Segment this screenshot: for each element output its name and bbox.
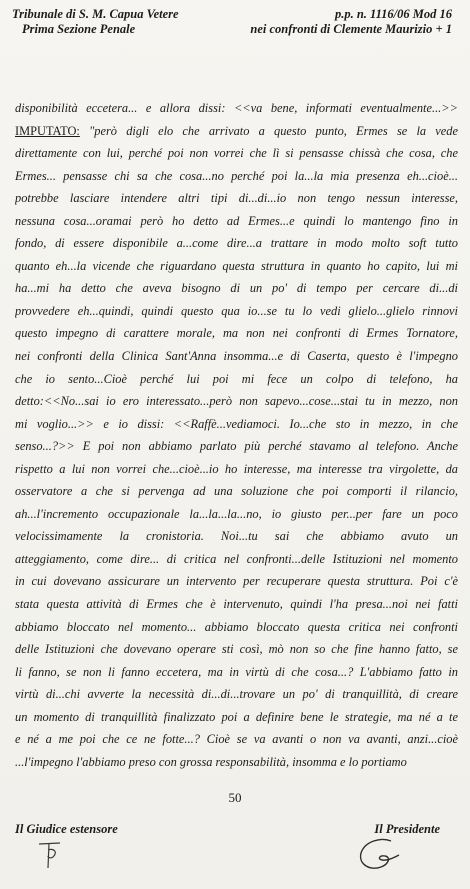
transcript-body xyxy=(15,97,458,773)
transcript-line: ...l'impegno l'abbiamo preso con grossa responsabilità, insomma e lo portiamo xyxy=(15,754,407,769)
court-header xyxy=(12,7,179,37)
transcript-line: detto:<<No...sai io ero interessato...però non sapevo...cose...stai tu in mezzo, non xyxy=(15,394,458,409)
transcript-line: quanto eh...la vicende che riguardano questa struttura in quanto ho capito, lui mi xyxy=(15,258,458,273)
transcript-line: nei confronti della Clinica Sant'Anna insomma...e di Caserta, questo è l'impegno xyxy=(15,349,458,364)
speaker-text: "però digli elo che arrivato a questo punto, Ermes se la vede xyxy=(89,123,458,138)
case-reference-header xyxy=(250,7,452,37)
transcript-line: e né a me poi che ce ne fotte...? Cioè se va avanti o non va avanti, anzi...cioè xyxy=(15,732,458,747)
transcript-line: ha...mi ha detto che aveva bisogno di un po' di tempo per cercare di...di xyxy=(15,281,458,296)
president-signature-mark xyxy=(355,835,403,875)
transcript-line: abbiamo bloccato nel momento... abbiamo bloccato questa critica nei confronti xyxy=(15,619,458,634)
transcript-line: un momento di tranquillità finalizzato poi a definire bene le strategie, ma né a te xyxy=(15,709,458,724)
transcript-lines xyxy=(15,142,458,773)
page-number: 50 xyxy=(228,790,242,805)
transcript-line: stata questa attività di Ermes che è intervenuto, quindi l'ha presa...noi nei fatti xyxy=(15,597,458,612)
transcript-line: che io sento...Cioè perché lui poi mi fece un colpo di telefono, ha xyxy=(15,371,458,386)
transcript-line: delle Istituzioni che dovevano operare sti così, mò non so che fine hanno fatto, se xyxy=(15,642,458,657)
transcript-line: in cui dovevano assicurare un intervento per recuperare questa struttura. Poi c'è xyxy=(15,574,458,589)
transcript-line: nessuna cosa...oramai però ho detto ad Ermes...e quindi lo mantengo fino in xyxy=(15,213,458,228)
speaker-label: IMPUTATO: xyxy=(15,123,80,138)
judge-signature-mark xyxy=(36,838,66,872)
transcript-line: Ermes... pensasse chi sa che cosa...no perché poi la...la mia presenza eh...cioè... xyxy=(15,168,458,183)
transcript-line xyxy=(15,120,458,143)
court-section: Prima Sezione Penale xyxy=(22,22,136,36)
transcript-line: provvedere eh...quindi, quindi questo qua io...se tu lo vedi glielo...glielo rinnovi xyxy=(15,303,458,318)
transcript-line: direttamente con lui, perché poi non vorrei che lì si pensasse chissà che cosa, che xyxy=(15,146,458,161)
case-parties: nei confronti di Clemente Maurizio + 1 xyxy=(250,22,452,36)
transcript-line: atteggiamento, come dire... di critica nel confronti...delle Istituzioni nel momento xyxy=(15,551,458,566)
transcript-line: senso...?>> E poi non abbiamo parlato più perché stavamo al telefono. Anche xyxy=(15,439,458,454)
transcript-line: rispetto a lui non vorrei che...cioè...io ho interesse, ma interesse tra virgolette, da xyxy=(15,461,458,476)
case-number: p.p. n. 1116/06 Mod 16 xyxy=(334,7,452,21)
transcript-line: mi voglio...>> e io dissi: <<Raffè...vediamoci. Io...che sto in mezzo, in che xyxy=(15,416,458,431)
judge-signature-label: Il Giudice estensore xyxy=(15,822,118,836)
transcript-line: disponibilità eccetera... e allora dissi: <<va bene, informati eventualmente...>> xyxy=(15,101,458,115)
transcript-line: li fanno, se non li fanno eccetera, ma in virtù di che cosa...? L'abbiamo fatto in xyxy=(15,664,458,679)
president-signature-label: Il Presidente xyxy=(374,822,440,836)
court-name: Tribunale di S. M. Capua Vetere xyxy=(12,7,179,21)
transcript-line: osservatore a che si pervenga ad una soluzione che poi comporti il rilancio, xyxy=(15,484,458,499)
transcript-line: velocissimamente la cronistoria. Noi...tu sai che abbiamo avuto un xyxy=(15,529,458,544)
transcript-line: potrebbe lasciare intendere altri tipi di...di...io non tengo nessun interesse, xyxy=(15,191,458,206)
transcript-line: virtù di...chi avverte la necessità di...di...trovare un po' di tranquillità, di creare xyxy=(15,687,458,702)
transcript-line: fondo, di essere disponibile a...come dire...a trattare in modo molto soft tutto xyxy=(15,236,458,251)
transcript-line: questo impegno di carattere morale, ma non nei confronti di Ermes Tornatore, xyxy=(15,326,458,341)
transcript-line: ah...l'incremento occupazionale la...la...la...no, io giusto per...per fare un poco xyxy=(15,506,458,521)
